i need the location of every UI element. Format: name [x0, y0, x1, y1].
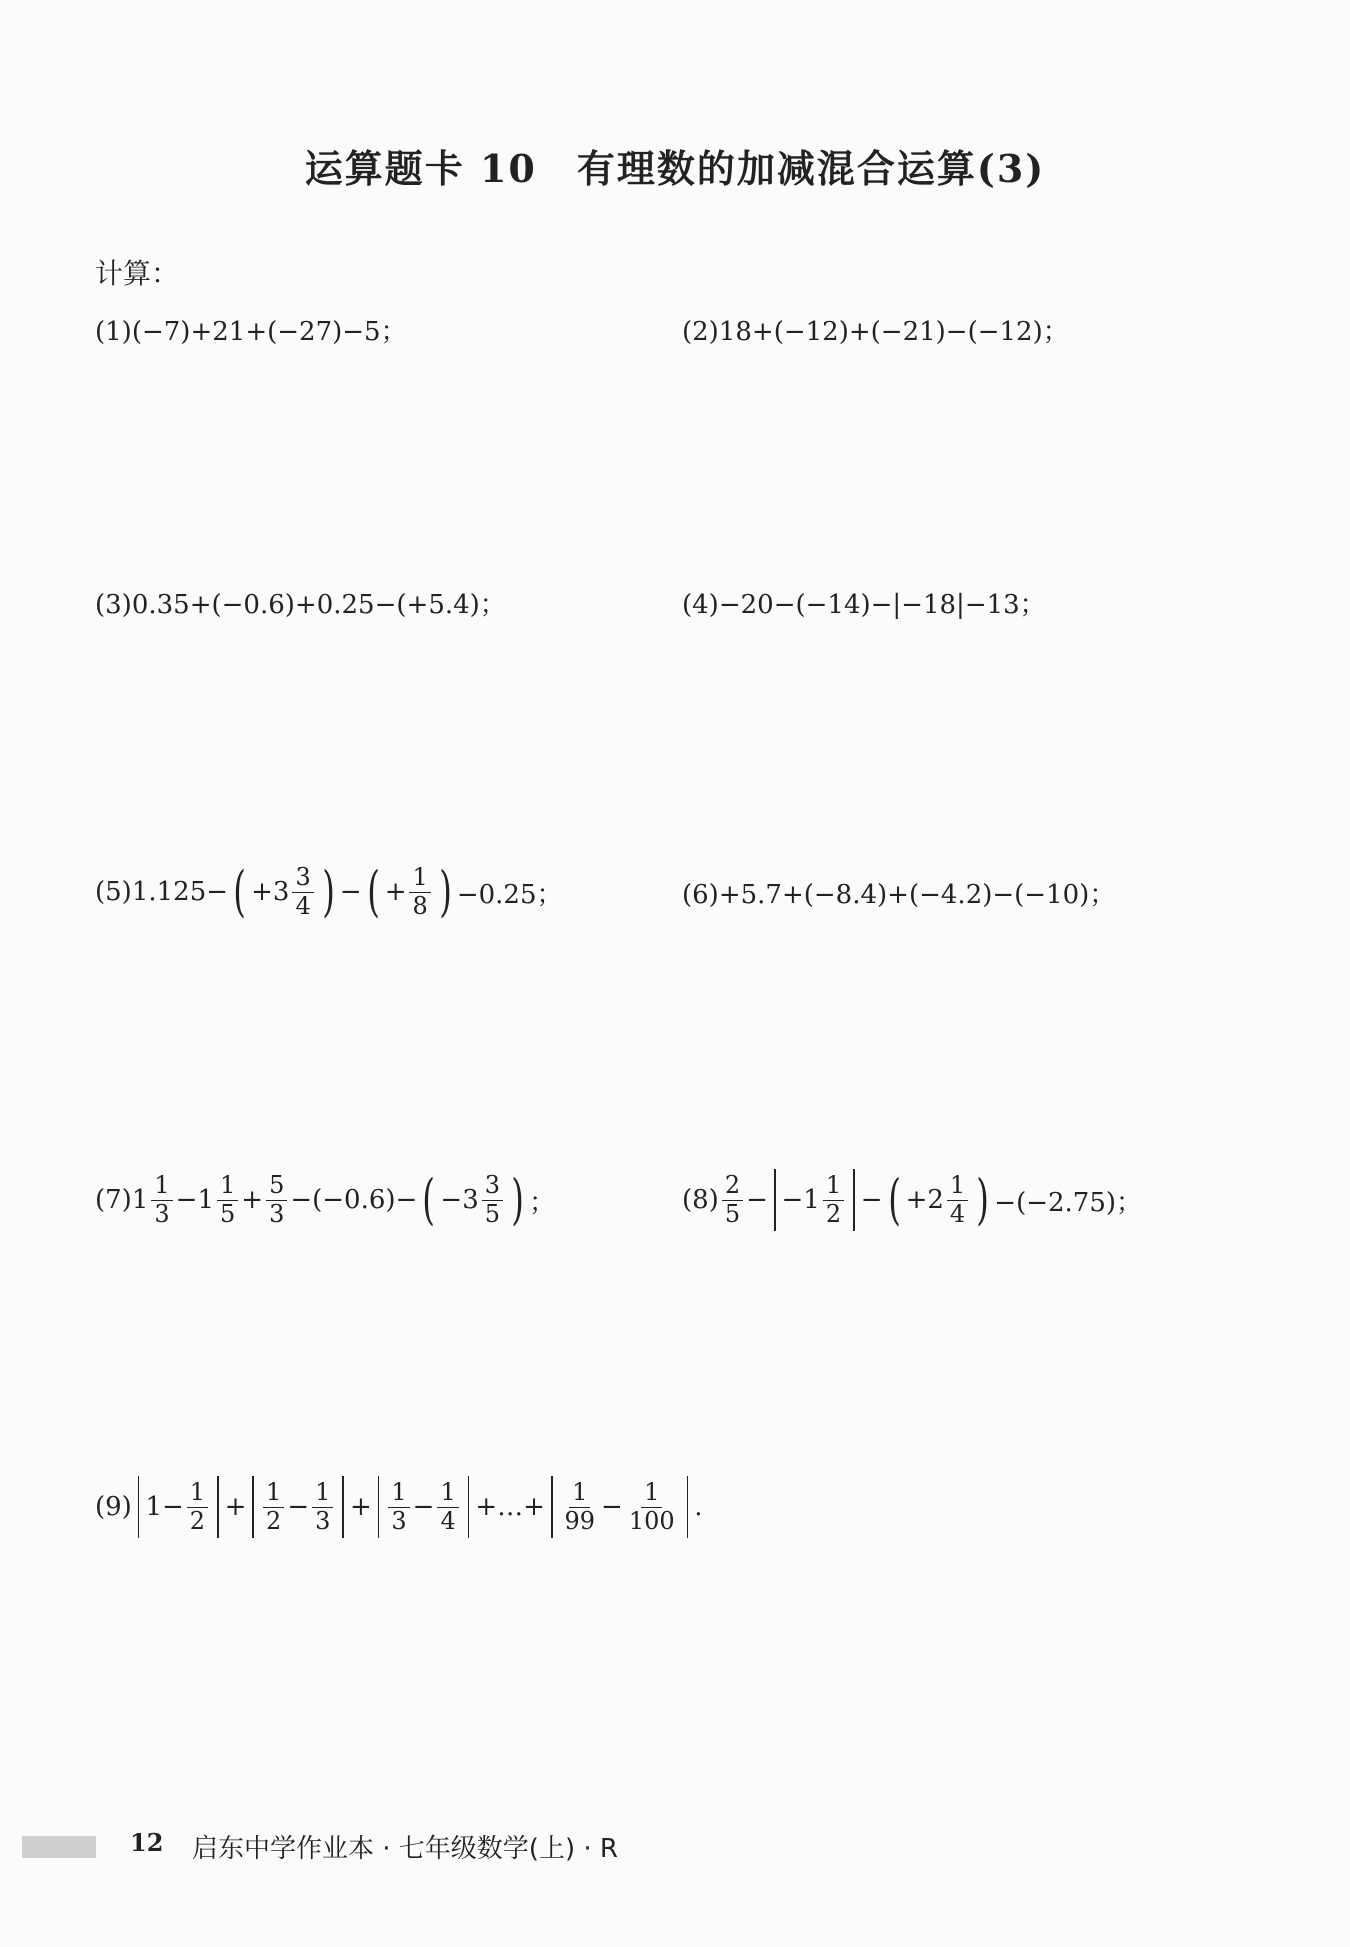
- footer-gray-bar: [22, 1836, 96, 1858]
- problem-5: [95, 842, 563, 942]
- fraction: $\frac{3}{4}$: [292, 865, 313, 918]
- book-title: 启东中学作业本 · 七年级数学(上) · R: [192, 1834, 618, 1864]
- operator: −: [412, 1492, 435, 1522]
- operator: −3: [440, 1185, 479, 1215]
- fraction: $\frac{1}{2}$: [823, 1173, 844, 1226]
- fraction: $\frac{1}{5}$: [217, 1173, 238, 1226]
- problem-7-label: (7)1: [95, 1185, 149, 1215]
- problem-9: [95, 1457, 703, 1557]
- operator: −: [339, 877, 362, 907]
- operator: +: [349, 1492, 372, 1522]
- right-paren: ): [438, 860, 452, 923]
- page-number: 12: [130, 1828, 164, 1857]
- fraction: $\frac{1}{99}$: [564, 1478, 596, 1535]
- operator: −(−0.6)−: [290, 1185, 418, 1215]
- problem-5-term-a: +3: [251, 877, 290, 907]
- abs-bar: [774, 1169, 776, 1231]
- problem-6: [682, 842, 1115, 942]
- problem-1-text: (1)(−7)+21+(−27)−5；: [95, 316, 407, 347]
- fraction: $\frac{1}{2}$: [187, 1480, 208, 1533]
- right-paren: ): [976, 1168, 990, 1231]
- operator: −: [601, 1492, 623, 1522]
- fraction: $\frac{1}{100}$: [628, 1478, 675, 1535]
- abs-bar: [853, 1169, 855, 1231]
- abs-bar: [378, 1476, 380, 1538]
- problem-2-text: (2)18+(−12)+(−21)−(−12)；: [682, 316, 1069, 347]
- operator: +: [241, 1185, 264, 1215]
- title-topic: 有理数的加减混合运算(3): [576, 146, 1046, 191]
- problem-7: [95, 1150, 555, 1250]
- abs-bar: [217, 1476, 219, 1538]
- operator: 1−: [145, 1492, 184, 1522]
- page-title: [0, 138, 1350, 193]
- operator: −: [287, 1492, 310, 1522]
- abs-bar: [687, 1476, 689, 1538]
- fraction: $\frac{5}{3}$: [266, 1173, 287, 1226]
- operator: −: [746, 1185, 768, 1215]
- abs-bar: [138, 1476, 140, 1538]
- problem-9-label: (9): [95, 1492, 132, 1522]
- abs-bar: [252, 1476, 254, 1538]
- problem-3-text: (3)0.35+(−0.6)+0.25−(+5.4)；: [95, 589, 506, 620]
- fraction: $\frac{1}{3}$: [388, 1480, 409, 1533]
- title-card-number: 运算题卡 10: [304, 146, 537, 191]
- operator: +2: [905, 1185, 944, 1215]
- problem-2: [682, 279, 1069, 379]
- fraction: $\frac{1}{8}$: [409, 865, 430, 918]
- left-paren: (: [887, 1168, 901, 1231]
- instruction-label: 计算：: [95, 257, 180, 290]
- operator: −1: [781, 1185, 820, 1215]
- problem-4-text: (4)−20−(−14)−|−18|−13；: [682, 589, 1046, 620]
- problem-5-end: −0.25；: [456, 879, 563, 910]
- problem-5-term-b: +: [384, 877, 407, 907]
- abs-bar: [342, 1476, 344, 1538]
- fraction: $\frac{1}{4}$: [947, 1173, 968, 1226]
- fraction: $\frac{1}{4}$: [437, 1480, 458, 1533]
- problem-8: [682, 1150, 1142, 1250]
- problem-1: [95, 279, 407, 379]
- left-paren: (: [366, 860, 380, 923]
- left-paren: (: [422, 1168, 436, 1231]
- operator: +…+: [475, 1492, 545, 1522]
- operator: −1: [175, 1185, 214, 1215]
- fraction: $\frac{1}{3}$: [151, 1173, 172, 1226]
- problem-5-label: (5)1.125−: [95, 877, 229, 907]
- fraction: $\frac{2}{5}$: [722, 1173, 743, 1226]
- fraction: $\frac{1}{2}$: [263, 1480, 284, 1533]
- page-footer: [0, 1828, 1350, 1868]
- right-paren: ): [511, 1168, 524, 1231]
- problem-6-text: (6)+5.7+(−8.4)+(−4.2)−(−10)；: [682, 879, 1116, 910]
- right-paren: ): [321, 860, 335, 923]
- operator: +: [224, 1492, 247, 1522]
- left-paren: (: [233, 860, 246, 923]
- problem-4: [682, 552, 1046, 652]
- fraction: $\frac{1}{3}$: [312, 1480, 333, 1533]
- problem-8-label: (8): [682, 1185, 719, 1215]
- fraction: $\frac{3}{5}$: [482, 1173, 503, 1226]
- abs-bar: [551, 1476, 553, 1538]
- problem-3: [95, 552, 506, 652]
- problem-7-end: ；: [529, 1187, 556, 1218]
- problem-9-end: .: [694, 1492, 703, 1522]
- abs-bar: [468, 1476, 470, 1538]
- problem-8-end: −(−2.75)；: [994, 1187, 1143, 1218]
- operator: −: [860, 1185, 883, 1215]
